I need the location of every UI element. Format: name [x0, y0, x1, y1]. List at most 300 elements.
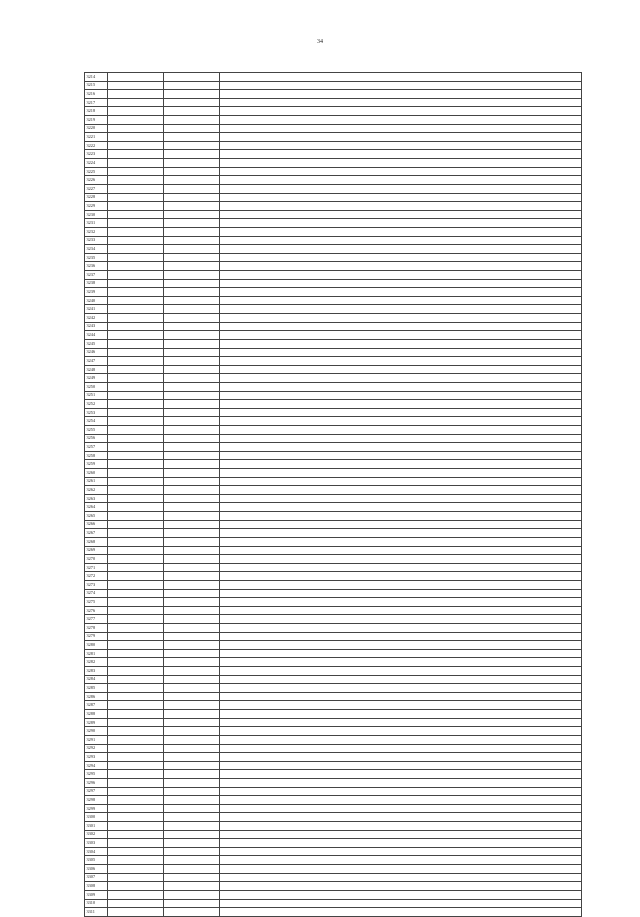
address-cell	[220, 73, 582, 82]
second-cadastral-number-cell	[164, 580, 220, 589]
cadastral-number-cell	[108, 469, 164, 478]
second-cadastral-number-cell	[164, 494, 220, 503]
second-cadastral-number-cell	[164, 210, 220, 219]
cadastral-number-cell	[108, 434, 164, 443]
second-cadastral-number-cell	[164, 150, 220, 159]
second-cadastral-number-cell	[164, 107, 220, 116]
second-cadastral-number-cell	[164, 314, 220, 323]
cadastral-number-cell	[108, 890, 164, 899]
second-cadastral-number-cell	[164, 451, 220, 460]
table-row	[85, 778, 582, 787]
cadastral-number-cell	[108, 512, 164, 521]
second-cadastral-number-cell	[164, 572, 220, 581]
table-row	[85, 710, 582, 719]
table-row	[85, 520, 582, 529]
second-cadastral-number-cell	[164, 227, 220, 236]
second-cadastral-number-cell	[164, 718, 220, 727]
table-row	[85, 537, 582, 546]
table-row	[85, 839, 582, 848]
table-row	[85, 417, 582, 426]
page-number: 34	[317, 39, 323, 45]
cadastral-number-cell	[108, 271, 164, 280]
address-cell	[220, 658, 582, 667]
cadastral-number-cell	[108, 615, 164, 624]
address-cell	[220, 227, 582, 236]
second-cadastral-number-cell	[164, 873, 220, 882]
cadastral-number-cell	[108, 219, 164, 228]
second-cadastral-number-cell	[164, 882, 220, 891]
second-cadastral-number-cell	[164, 245, 220, 254]
address-cell	[220, 804, 582, 813]
row-number-cell: 3225	[85, 167, 108, 176]
address-cell	[220, 167, 582, 176]
cadastral-number-cell	[108, 718, 164, 727]
table-row	[85, 882, 582, 891]
second-cadastral-number-cell	[164, 830, 220, 839]
cadastral-number-cell	[108, 288, 164, 297]
row-number-cell: 3303	[85, 839, 108, 848]
table-row	[85, 98, 582, 107]
second-cadastral-number-cell	[164, 288, 220, 297]
row-number-cell: 3236	[85, 262, 108, 271]
address-cell	[220, 279, 582, 288]
table-row	[85, 546, 582, 555]
row-number-cell: 3266	[85, 520, 108, 529]
second-cadastral-number-cell	[164, 563, 220, 572]
address-cell	[220, 81, 582, 90]
address-cell	[220, 202, 582, 211]
second-cadastral-number-cell	[164, 701, 220, 710]
address-cell	[220, 365, 582, 374]
table-row	[85, 830, 582, 839]
table-row	[85, 503, 582, 512]
row-number-cell: 3305	[85, 856, 108, 865]
table-row	[85, 684, 582, 693]
cadastral-number-cell	[108, 73, 164, 82]
second-cadastral-number-cell	[164, 589, 220, 598]
address-cell	[220, 813, 582, 822]
address-cell	[220, 236, 582, 245]
address-cell	[220, 503, 582, 512]
second-cadastral-number-cell	[164, 503, 220, 512]
row-number-cell: 3253	[85, 408, 108, 417]
cadastral-number-cell	[108, 417, 164, 426]
row-number-cell: 3275	[85, 598, 108, 607]
second-cadastral-number-cell	[164, 159, 220, 168]
cadastral-number-cell	[108, 159, 164, 168]
second-cadastral-number-cell	[164, 253, 220, 262]
second-cadastral-number-cell	[164, 469, 220, 478]
row-number-cell: 3222	[85, 141, 108, 150]
cadastral-number-cell	[108, 365, 164, 374]
cadastral-number-cell	[108, 408, 164, 417]
address-cell	[220, 116, 582, 125]
cadastral-number-cell	[108, 658, 164, 667]
cadastral-number-cell	[108, 839, 164, 848]
cadastral-number-cell	[108, 865, 164, 874]
row-number-cell: 3300	[85, 813, 108, 822]
address-cell	[220, 641, 582, 650]
table-row	[85, 296, 582, 305]
address-cell	[220, 159, 582, 168]
row-number-cell: 3289	[85, 718, 108, 727]
table-row	[85, 649, 582, 658]
cadastral-number-cell	[108, 529, 164, 538]
row-number-cell: 3242	[85, 314, 108, 323]
table-row	[85, 632, 582, 641]
second-cadastral-number-cell	[164, 796, 220, 805]
address-cell	[220, 469, 582, 478]
address-cell	[220, 348, 582, 357]
cadastral-number-cell	[108, 245, 164, 254]
second-cadastral-number-cell	[164, 753, 220, 762]
address-cell	[220, 718, 582, 727]
second-cadastral-number-cell	[164, 391, 220, 400]
address-cell	[220, 124, 582, 133]
row-number-cell: 3235	[85, 253, 108, 262]
row-number-cell: 3272	[85, 572, 108, 581]
address-cell	[220, 830, 582, 839]
address-cell	[220, 477, 582, 486]
cadastral-number-cell	[108, 81, 164, 90]
row-number-cell: 3231	[85, 219, 108, 228]
second-cadastral-number-cell	[164, 908, 220, 917]
row-number-cell: 3273	[85, 580, 108, 589]
cadastral-number-cell	[108, 641, 164, 650]
table-row	[85, 245, 582, 254]
row-number-cell: 3309	[85, 890, 108, 899]
second-cadastral-number-cell	[164, 271, 220, 280]
address-cell	[220, 770, 582, 779]
row-number-cell: 3274	[85, 589, 108, 598]
second-cadastral-number-cell	[164, 202, 220, 211]
address-cell	[220, 873, 582, 882]
row-number-cell: 3217	[85, 98, 108, 107]
second-cadastral-number-cell	[164, 425, 220, 434]
row-number-cell: 3264	[85, 503, 108, 512]
address-cell	[220, 494, 582, 503]
table-row	[85, 150, 582, 159]
second-cadastral-number-cell	[164, 632, 220, 641]
cadastral-number-cell	[108, 882, 164, 891]
second-cadastral-number-cell	[164, 847, 220, 856]
row-number-cell: 3239	[85, 288, 108, 297]
cadastral-number-cell	[108, 382, 164, 391]
address-cell	[220, 219, 582, 228]
row-number-cell: 3280	[85, 641, 108, 650]
address-cell	[220, 778, 582, 787]
row-number-cell: 3285	[85, 684, 108, 693]
address-cell	[220, 546, 582, 555]
address-cell	[220, 865, 582, 874]
cadastral-number-cell	[108, 150, 164, 159]
row-number-cell: 3269	[85, 546, 108, 555]
address-cell	[220, 589, 582, 598]
address-cell	[220, 400, 582, 409]
row-number-cell: 3250	[85, 382, 108, 391]
cadastral-number-cell	[108, 391, 164, 400]
row-number-cell: 3276	[85, 606, 108, 615]
cadastral-number-cell	[108, 374, 164, 383]
row-number-cell: 3306	[85, 865, 108, 874]
address-cell	[220, 572, 582, 581]
row-number-cell: 3281	[85, 649, 108, 658]
table-row	[85, 227, 582, 236]
address-cell	[220, 899, 582, 908]
table-row	[85, 580, 582, 589]
second-cadastral-number-cell	[164, 124, 220, 133]
table-row	[85, 598, 582, 607]
row-number-cell: 3262	[85, 486, 108, 495]
cadastral-number-cell	[108, 692, 164, 701]
address-cell	[220, 184, 582, 193]
table-row	[85, 408, 582, 417]
second-cadastral-number-cell	[164, 184, 220, 193]
address-cell	[220, 761, 582, 770]
row-number-cell: 3291	[85, 735, 108, 744]
second-cadastral-number-cell	[164, 761, 220, 770]
cadastral-number-cell	[108, 486, 164, 495]
address-cell	[220, 408, 582, 417]
second-cadastral-number-cell	[164, 727, 220, 736]
table-row	[85, 469, 582, 478]
cadastral-number-cell	[108, 624, 164, 633]
address-cell	[220, 90, 582, 99]
row-number-cell: 3298	[85, 796, 108, 805]
cadastral-number-cell	[108, 667, 164, 676]
table-row	[85, 761, 582, 770]
row-number-cell: 3260	[85, 469, 108, 478]
second-cadastral-number-cell	[164, 822, 220, 831]
table-row	[85, 184, 582, 193]
table-row	[85, 124, 582, 133]
table-row	[85, 822, 582, 831]
second-cadastral-number-cell	[164, 365, 220, 374]
row-number-cell: 3241	[85, 305, 108, 314]
row-number-cell: 3308	[85, 882, 108, 891]
cadastral-number-cell	[108, 451, 164, 460]
second-cadastral-number-cell	[164, 486, 220, 495]
second-cadastral-number-cell	[164, 865, 220, 874]
table-row	[85, 477, 582, 486]
table-row	[85, 744, 582, 753]
cadastral-number-cell	[108, 632, 164, 641]
cadastral-number-cell	[108, 537, 164, 546]
cadastral-number-cell	[108, 598, 164, 607]
second-cadastral-number-cell	[164, 649, 220, 658]
table-row	[85, 133, 582, 142]
cadastral-number-cell	[108, 813, 164, 822]
table-row	[85, 572, 582, 581]
table-row	[85, 159, 582, 168]
address-cell	[220, 193, 582, 202]
address-cell	[220, 908, 582, 917]
row-number-cell: 3230	[85, 210, 108, 219]
address-cell	[220, 632, 582, 641]
table-row	[85, 400, 582, 409]
cadastral-number-cell	[108, 735, 164, 744]
second-cadastral-number-cell	[164, 331, 220, 340]
table-row	[85, 847, 582, 856]
cadastral-number-cell	[108, 804, 164, 813]
cadastral-number-cell	[108, 176, 164, 185]
second-cadastral-number-cell	[164, 899, 220, 908]
table-row	[85, 331, 582, 340]
table-row	[85, 796, 582, 805]
row-number-cell: 3214	[85, 73, 108, 82]
table-row	[85, 735, 582, 744]
row-number-cell: 3221	[85, 133, 108, 142]
cadastral-number-cell	[108, 710, 164, 719]
row-number-cell: 3270	[85, 555, 108, 564]
address-cell	[220, 537, 582, 546]
row-number-cell: 3302	[85, 830, 108, 839]
second-cadastral-number-cell	[164, 443, 220, 452]
table-row	[85, 202, 582, 211]
address-cell	[220, 296, 582, 305]
cadastral-number-cell	[108, 546, 164, 555]
second-cadastral-number-cell	[164, 176, 220, 185]
cadastral-number-cell	[108, 124, 164, 133]
table-row	[85, 253, 582, 262]
table-row	[85, 443, 582, 452]
table-row	[85, 314, 582, 323]
second-cadastral-number-cell	[164, 770, 220, 779]
second-cadastral-number-cell	[164, 520, 220, 529]
address-cell	[220, 563, 582, 572]
cadastral-number-cell	[108, 494, 164, 503]
second-cadastral-number-cell	[164, 116, 220, 125]
address-cell	[220, 727, 582, 736]
second-cadastral-number-cell	[164, 305, 220, 314]
second-cadastral-number-cell	[164, 90, 220, 99]
cadastral-number-cell	[108, 262, 164, 271]
table-row	[85, 512, 582, 521]
table-row	[85, 357, 582, 366]
cadastral-number-cell	[108, 822, 164, 831]
address-cell	[220, 675, 582, 684]
row-number-cell: 3294	[85, 761, 108, 770]
second-cadastral-number-cell	[164, 804, 220, 813]
row-number-cell: 3254	[85, 417, 108, 426]
second-cadastral-number-cell	[164, 193, 220, 202]
address-cell	[220, 598, 582, 607]
address-cell	[220, 839, 582, 848]
second-cadastral-number-cell	[164, 667, 220, 676]
table-row	[85, 813, 582, 822]
second-cadastral-number-cell	[164, 537, 220, 546]
address-cell	[220, 107, 582, 116]
cadastral-number-cell	[108, 572, 164, 581]
second-cadastral-number-cell	[164, 374, 220, 383]
second-cadastral-number-cell	[164, 322, 220, 331]
row-number-cell: 3227	[85, 184, 108, 193]
address-cell	[220, 847, 582, 856]
address-cell	[220, 744, 582, 753]
table-row	[85, 176, 582, 185]
row-number-cell: 3307	[85, 873, 108, 882]
address-cell	[220, 288, 582, 297]
address-cell	[220, 141, 582, 150]
table-row	[85, 787, 582, 796]
address-cell	[220, 649, 582, 658]
cadastral-number-cell	[108, 477, 164, 486]
cadastral-number-cell	[108, 443, 164, 452]
row-number-cell: 3220	[85, 124, 108, 133]
address-cell	[220, 624, 582, 633]
row-number-cell: 3215	[85, 81, 108, 90]
table-row	[85, 658, 582, 667]
row-number-cell: 3234	[85, 245, 108, 254]
table-row	[85, 873, 582, 882]
table-row	[85, 262, 582, 271]
table-row	[85, 494, 582, 503]
row-number-cell: 3311	[85, 908, 108, 917]
address-cell	[220, 684, 582, 693]
second-cadastral-number-cell	[164, 710, 220, 719]
cadastral-number-cell	[108, 400, 164, 409]
address-cell	[220, 322, 582, 331]
table-row	[85, 219, 582, 228]
address-cell	[220, 882, 582, 891]
address-cell	[220, 606, 582, 615]
row-number-cell: 3288	[85, 710, 108, 719]
row-number-cell: 3268	[85, 537, 108, 546]
row-number-cell: 3287	[85, 701, 108, 710]
second-cadastral-number-cell	[164, 98, 220, 107]
cadastral-number-cell	[108, 460, 164, 469]
row-number-cell: 3258	[85, 451, 108, 460]
row-number-cell: 3226	[85, 176, 108, 185]
table-row	[85, 167, 582, 176]
table-row	[85, 555, 582, 564]
second-cadastral-number-cell	[164, 236, 220, 245]
cadastral-number-cell	[108, 675, 164, 684]
table-body	[85, 73, 582, 917]
row-number-cell: 3252	[85, 400, 108, 409]
cadastral-number-cell	[108, 649, 164, 658]
table-row	[85, 899, 582, 908]
row-number-cell: 3296	[85, 778, 108, 787]
row-number-cell: 3259	[85, 460, 108, 469]
second-cadastral-number-cell	[164, 408, 220, 417]
second-cadastral-number-cell	[164, 641, 220, 650]
address-cell	[220, 133, 582, 142]
address-cell	[220, 512, 582, 521]
row-number-cell: 3267	[85, 529, 108, 538]
cadastral-number-cell	[108, 555, 164, 564]
row-number-cell: 3219	[85, 116, 108, 125]
table-row	[85, 90, 582, 99]
second-cadastral-number-cell	[164, 890, 220, 899]
row-number-cell: 3263	[85, 494, 108, 503]
address-cell	[220, 98, 582, 107]
row-number-cell: 3257	[85, 443, 108, 452]
table-row	[85, 425, 582, 434]
row-number-cell: 3224	[85, 159, 108, 168]
address-cell	[220, 890, 582, 899]
second-cadastral-number-cell	[164, 417, 220, 426]
row-number-cell: 3244	[85, 331, 108, 340]
row-number-cell: 3246	[85, 348, 108, 357]
second-cadastral-number-cell	[164, 555, 220, 564]
row-number-cell: 3282	[85, 658, 108, 667]
cadastral-number-cell	[108, 503, 164, 512]
row-number-cell: 3255	[85, 425, 108, 434]
row-number-cell: 3297	[85, 787, 108, 796]
address-cell	[220, 262, 582, 271]
second-cadastral-number-cell	[164, 133, 220, 142]
